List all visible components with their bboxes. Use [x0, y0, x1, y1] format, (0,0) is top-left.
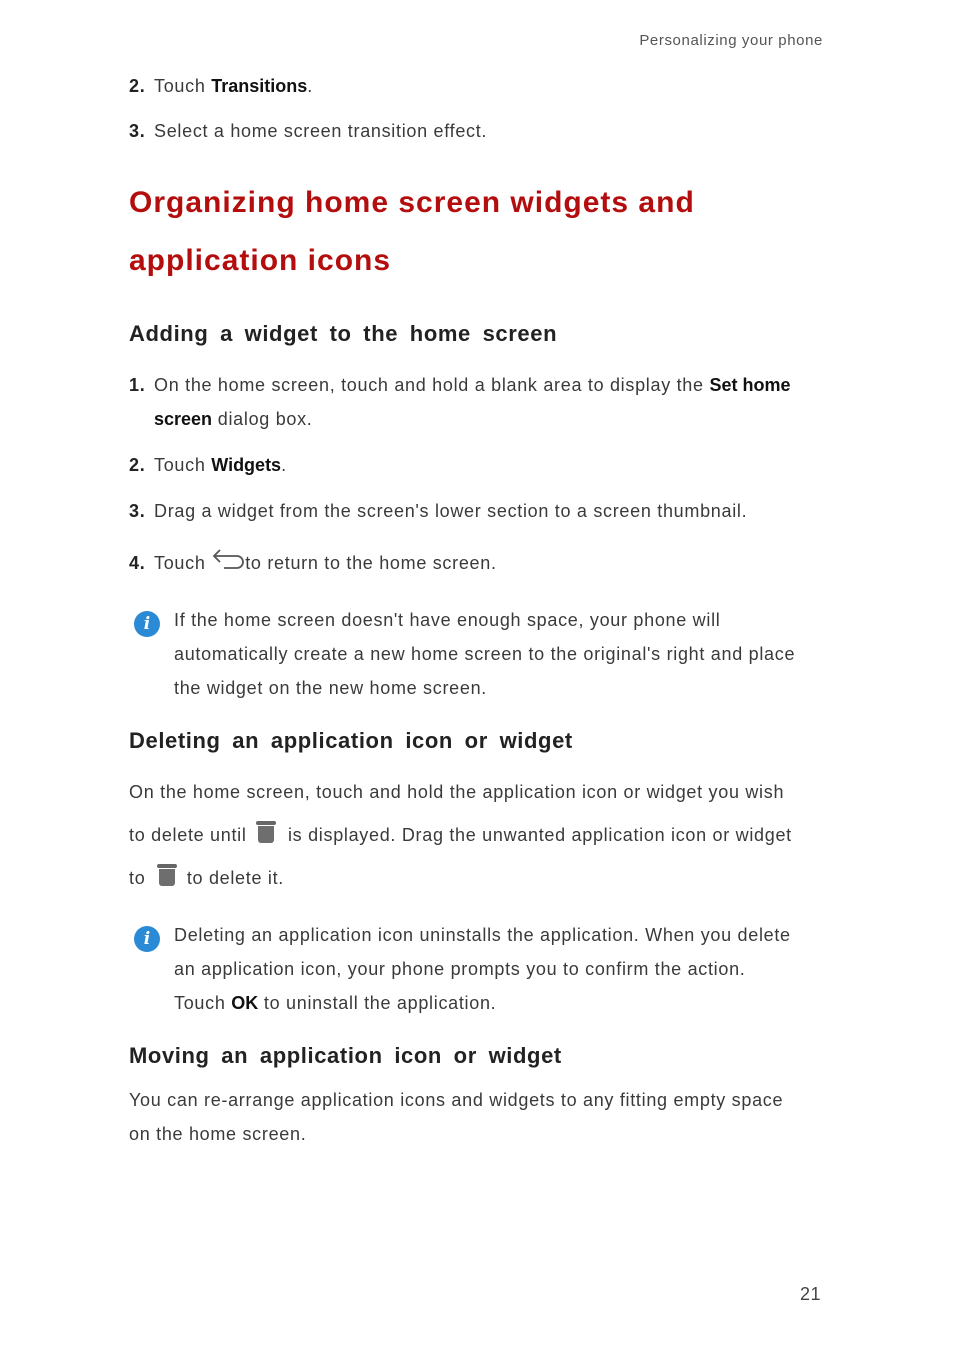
section-title	[129, 174, 695, 290]
para-text: to delete until	[129, 825, 253, 845]
para-text: to	[129, 868, 152, 888]
step-text-end: .	[281, 455, 287, 475]
step-number: 3.	[129, 501, 146, 521]
note-line: the widget on the new home screen.	[174, 678, 487, 698]
adding-step-1	[129, 368, 829, 436]
deleting-line-2	[129, 818, 829, 852]
section-title-line2: application icons	[129, 244, 392, 277]
adding-step-2	[129, 448, 287, 482]
deleting-line-3	[129, 861, 829, 895]
para-text: is displayed. Drag the unwanted application icon or widget	[282, 825, 792, 845]
note-deleting	[174, 918, 834, 1020]
page-number: 21	[800, 1284, 822, 1304]
note-line: automatically create a new home screen to the original's right and place	[174, 644, 796, 664]
step-bold: Transitions	[211, 76, 308, 96]
note-line: If the home screen doesn't have enough space, your phone will	[174, 610, 721, 630]
trash-icon	[256, 821, 276, 843]
heading-adding-widget: Adding a widget to the home screen	[129, 321, 558, 346]
step-bold-set-home: Set home	[709, 375, 791, 395]
step-text-end: dialog box.	[212, 409, 313, 429]
heading-moving: Moving an application icon or widget	[129, 1043, 562, 1068]
note-line-ok	[174, 986, 834, 1020]
note-text: to uninstall the application.	[258, 993, 497, 1013]
step-text: Select a home screen transition effect.	[154, 121, 488, 141]
info-icon: i	[134, 611, 160, 637]
step-text: Touch	[154, 76, 212, 96]
deleting-line-1: On the home screen, touch and hold the application icon or widget you wish	[129, 782, 785, 802]
step-text-end: to return to the home screen.	[245, 553, 497, 573]
trash-icon	[157, 864, 177, 886]
para-line: on the home screen.	[129, 1124, 307, 1144]
step-bold-screen: screen	[154, 409, 213, 429]
step-text-end: .	[307, 76, 313, 96]
step-number: 3.	[129, 121, 146, 141]
note-text: Touch	[174, 993, 232, 1013]
para-line: You can re-arrange application icons and widgets to any fitting empty space	[129, 1090, 784, 1110]
step-text: Drag a widget from the screen's lower section to a screen thumbnail.	[154, 501, 748, 521]
section-title-line1: Organizing home screen widgets and	[129, 186, 695, 219]
step-number: 1.	[129, 375, 146, 395]
step-number: 2.	[129, 76, 146, 96]
adding-step-4	[129, 546, 497, 580]
heading-deleting: Deleting an application icon or widget	[129, 728, 573, 753]
para-text: to delete it.	[181, 868, 284, 888]
note-line: an application icon, your phone prompts you to confirm the action.	[174, 959, 746, 979]
step-3-transition-effect	[129, 114, 487, 148]
note-bold-ok: OK	[231, 993, 259, 1013]
step-2-transitions	[129, 69, 313, 103]
moving-paragraph	[129, 1083, 829, 1151]
step-text: Touch	[154, 553, 212, 573]
note-adding-widget	[174, 603, 834, 705]
note-line: Deleting an application icon uninstalls the application. When you delete	[174, 925, 791, 945]
step-text: On the home screen, touch and hold a blank area to display the	[154, 375, 710, 395]
info-icon: i	[134, 926, 160, 952]
step-text: Touch	[154, 455, 212, 475]
running-header: Personalizing your phone	[639, 32, 823, 49]
adding-step-3	[129, 494, 747, 528]
step-bold-widgets: Widgets	[211, 455, 282, 475]
back-icon	[211, 546, 245, 568]
step-number: 2.	[129, 455, 146, 475]
step-number: 4.	[129, 553, 146, 573]
